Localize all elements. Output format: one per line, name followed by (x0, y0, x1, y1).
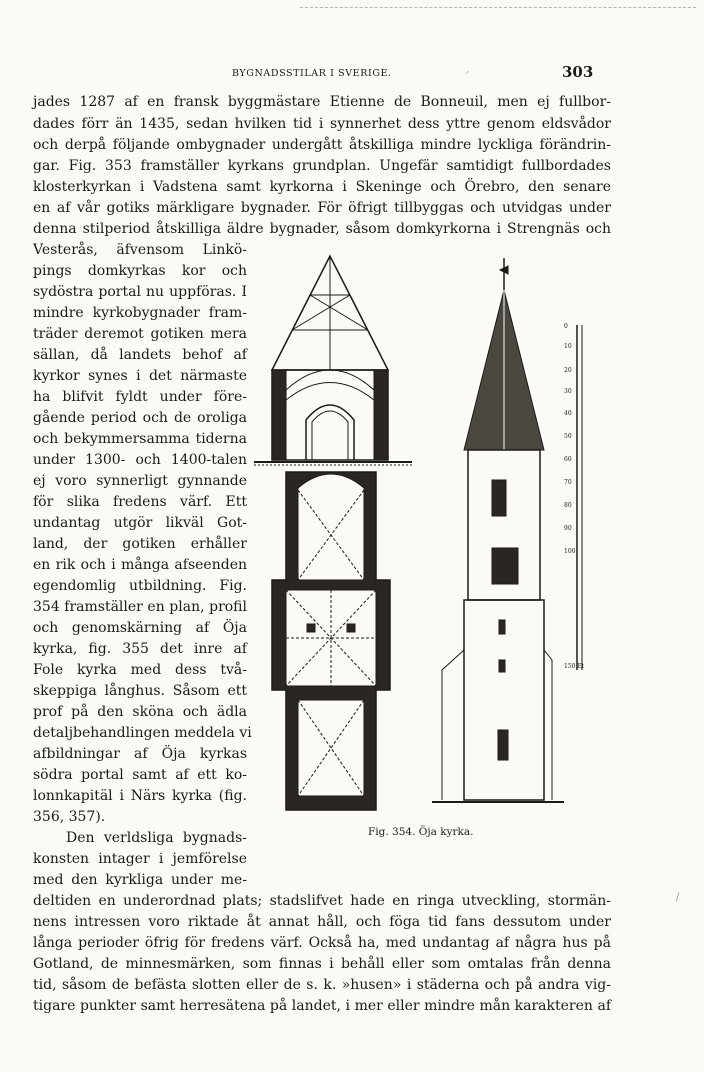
stray-mark: , (466, 64, 470, 75)
body-line: långa perioder öfrig för fredens värf. Också ha, med undantag af några hus på (33, 935, 611, 951)
body-line: dades förr än 1435, sedan hvilken tid i synnerhet dess yttre genom eldsvådor (33, 116, 611, 132)
column-line: med den kyrkliga under me- (33, 872, 247, 888)
column-line: ha blifvit fyldt under före- (33, 389, 247, 405)
column-line: och genomskärning af Öja (33, 620, 247, 636)
column-line: Vesterås, äfvensom Linkö- (33, 242, 247, 258)
column-line: och bekymmersamma tiderna (33, 431, 247, 447)
column-line: konsten intager i jemförelse (33, 851, 247, 867)
cross-section-drawing (254, 256, 412, 465)
scale-label: 150 Et (564, 663, 585, 670)
body-line: deltiden en underordnad plats; stadslifvet hade en ringa utveckling, stormän- (33, 893, 611, 909)
running-title: BYGNADSSTILAR I SVERIGE. (232, 68, 392, 79)
body-line: och derpå följande ombygnader undergått åtskilliga mindre lyckliga förändrin- (33, 137, 611, 153)
top-rule (300, 7, 696, 8)
column-line: södra portal samt af ett ko- (33, 767, 247, 783)
scale-label: 100 (564, 548, 576, 555)
body-line: klosterkyrkan i Vadstena samt kyrkorna i Skeninge och Örebro, den senare (33, 179, 611, 195)
figure-caption: Fig. 354. Öja kyrka. (368, 826, 474, 838)
column-line: land, der gotiken erhåller (33, 536, 247, 552)
scale-label: 10 (564, 343, 572, 350)
scale-label: 80 (564, 502, 572, 509)
column-line: en rik och i många afseenden (33, 557, 247, 573)
body-line: tid, såsom de befästa slotten eller de s. k. »husen» i städerna och på andra vig- (33, 977, 611, 993)
column-line: lonnkapitäl i Närs kyrka (fig. (33, 788, 247, 804)
column-line: 356, 357). (33, 809, 106, 825)
body-line: nens intressen voro riktade åt annat håll, och föga tid fans dessutom under (33, 914, 611, 930)
column-line: kyrka, fig. 355 det inre af (33, 641, 247, 657)
scale-label: 50 (564, 433, 572, 440)
scale-label: 90 (564, 525, 572, 532)
stray-mark: / (676, 892, 680, 903)
column-line: för slika fredens värf. Ett (33, 494, 247, 510)
column-line: ej voro synnerligt gynnande (33, 473, 247, 489)
column-line: prof på den sköna och ädla (33, 704, 247, 720)
scale-label: 40 (564, 410, 572, 417)
column-line: Fole kyrka med dess två- (33, 662, 247, 678)
body-line: jades 1287 af en fransk byggmästare Etienne de Bonneuil, men ej fullbor- (33, 94, 611, 110)
body-line: tigare punkter samt herresätena på landet, i mer eller mindre mån karakteren af (33, 998, 611, 1014)
scale-label: 30 (564, 388, 572, 395)
page-number: 303 (562, 63, 594, 81)
scale-bar (577, 325, 582, 670)
body-line: denna stilperiod åtskilliga äldre bygnader, såsom domkyrkorna i Strengnäs och (33, 221, 611, 237)
scale-label: 0 (564, 323, 568, 330)
body-line: Gotland, de minnesmärken, som finnas i behåll eller som omtalas från denna (33, 956, 611, 972)
column-line: detaljbehandlingen meddela vi (33, 725, 252, 741)
tower-elevation-drawing (432, 258, 564, 802)
body-line: en af vår gotiks märkligare bygnader. För öfrigt tillbyggas och utvidgas under (33, 200, 611, 216)
column-line: mindre kyrkobygnader fram- (33, 305, 247, 321)
figure-oja-church (252, 250, 602, 822)
scale-label: 20 (564, 367, 572, 374)
column-line: sydöstra portal nu uppföras. I (33, 284, 247, 300)
scale-label: 60 (564, 456, 572, 463)
column-line: Den verldsliga bygnads- (66, 830, 247, 846)
floor-plan-drawing (272, 472, 390, 810)
column-line: undantag utgör likväl Got- (33, 515, 247, 531)
column-line: under 1300- och 1400-talen (33, 452, 247, 468)
column-line: pings domkyrkas kor och (33, 263, 247, 279)
column-line: träder deremot gotiken mera (33, 326, 247, 342)
column-line: egendomlig utbildning. Fig. (33, 578, 247, 594)
column-line: 354 framställer en plan, profil (33, 599, 247, 615)
body-line: gar. Fig. 353 framställer kyrkans grundplan. Ungefär samtidigt fullbordades (33, 158, 611, 174)
column-line: sällan, då landets behof af (33, 347, 247, 363)
column-line: afbildningar af Öja kyrkas (33, 746, 247, 762)
column-line: kyrkor synes i det närmaste (33, 368, 247, 384)
scale-label: 70 (564, 479, 572, 486)
column-line: skeppiga långhus. Såsom ett (33, 683, 247, 699)
column-line: gående period och de oroliga (33, 410, 247, 426)
